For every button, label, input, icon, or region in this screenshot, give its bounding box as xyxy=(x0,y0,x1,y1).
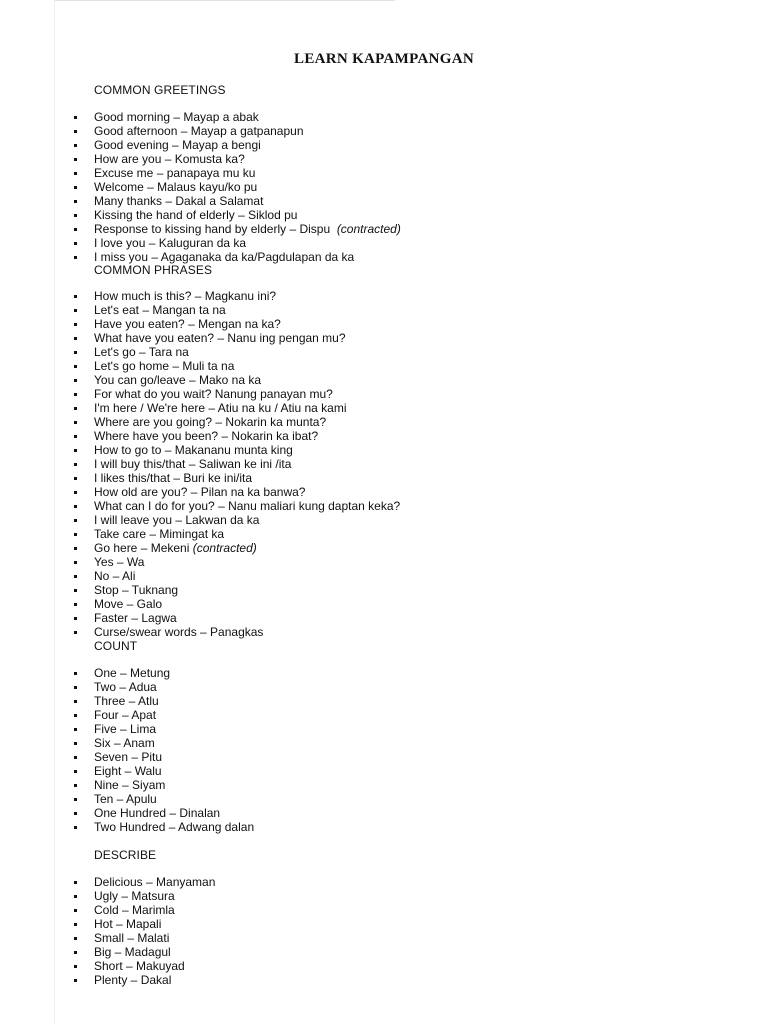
bullet-icon xyxy=(74,672,77,675)
list-item: Stop – Tuknang xyxy=(0,583,400,597)
list-item: Good evening – Mayap a bengi xyxy=(0,138,401,152)
list-item: Where are you going? – Nokarin ka munta? xyxy=(0,415,400,429)
list-item: Short – Makuyad xyxy=(0,959,215,973)
page-title: LEARN KAPAMPANGAN xyxy=(294,51,474,67)
list-item: You can go/leave – Mako na ka xyxy=(0,373,400,387)
contracted-note: (contracted) xyxy=(192,541,257,555)
bullet-icon xyxy=(74,435,77,438)
list-item: Good afternoon – Mayap a gatpanapun xyxy=(0,124,401,138)
bullet-icon xyxy=(74,951,77,954)
list-item: Plenty – Dakal xyxy=(0,973,215,987)
list-item: Yes – Wa xyxy=(0,555,400,569)
list-item: What can I do for you? – Nanu maliari kung daptan keka? xyxy=(0,499,400,513)
bullet-icon xyxy=(74,812,77,815)
bullet-icon xyxy=(74,519,77,522)
phrases-list xyxy=(0,289,400,639)
list-item: Excuse me – panapaya mu ku xyxy=(0,166,401,180)
bullet-icon xyxy=(74,393,77,396)
bullet-icon xyxy=(74,407,77,410)
bullet-icon xyxy=(74,881,77,884)
bullet-icon xyxy=(74,323,77,326)
list-item: Curse/swear words – Panagkas xyxy=(0,625,400,639)
bullet-icon xyxy=(74,937,77,940)
bullet-icon xyxy=(74,686,77,689)
list-item: Let's go – Tara na xyxy=(0,345,400,359)
list-item: How much is this? – Magkanu ini? xyxy=(0,289,400,303)
list-item: Move – Galo xyxy=(0,597,400,611)
list-item: I love you – Kaluguran da ka xyxy=(0,236,401,250)
bullet-icon xyxy=(74,421,77,424)
bullet-icon xyxy=(74,575,77,578)
list-item: Kissing the hand of elderly – Siklod pu xyxy=(0,208,401,222)
bullet-icon xyxy=(74,351,77,354)
bullet-icon xyxy=(74,337,77,340)
bullet-icon xyxy=(74,449,77,452)
bullet-icon xyxy=(74,784,77,787)
list-item: Two Hundred – Adwang dalan xyxy=(0,820,254,834)
bullet-icon xyxy=(74,700,77,703)
list-item: Ten – Apulu xyxy=(0,792,254,806)
bullet-icon xyxy=(74,379,77,382)
bullet-icon xyxy=(74,770,77,773)
bullet-icon xyxy=(74,728,77,731)
list-item: Hot – Mapali xyxy=(0,917,215,931)
count-list xyxy=(0,666,254,834)
bullet-icon xyxy=(74,533,77,536)
bullet-icon xyxy=(74,477,77,480)
bullet-icon xyxy=(74,589,77,592)
bullet-icon xyxy=(74,826,77,829)
bullet-icon xyxy=(74,130,77,133)
list-item: Faster – Lagwa xyxy=(0,611,400,625)
list-item: Cold – Marimla xyxy=(0,903,215,917)
bullet-icon xyxy=(74,116,77,119)
list-item: Six – Anam xyxy=(0,736,254,750)
list-item: I miss you – Agaganaka da ka/Pagdulapan da ka xyxy=(0,250,401,264)
list-item: One – Metung xyxy=(0,666,254,680)
bullet-icon xyxy=(74,491,77,494)
list-item: How old are you? – Pilan na ka banwa? xyxy=(0,485,400,499)
bullet-icon xyxy=(74,547,77,550)
list-item: Seven – Pitu xyxy=(0,750,254,764)
scan-edge-top xyxy=(55,0,395,1)
list-item: Welcome – Malaus kayu/ko pu xyxy=(0,180,401,194)
bullet-icon xyxy=(74,186,77,189)
heading-common-phrases: COMMON PHRASES xyxy=(94,263,213,277)
list-item: Go here – Mekeni (contracted) xyxy=(0,541,400,555)
bullet-icon xyxy=(74,714,77,717)
list-item: No – Ali xyxy=(0,569,400,583)
bullet-icon xyxy=(74,631,77,634)
bullet-icon xyxy=(74,979,77,982)
list-item: Let's eat – Mangan ta na xyxy=(0,303,400,317)
list-item: What have you eaten? – Nanu ing pengan mu? xyxy=(0,331,400,345)
list-item: Good morning – Mayap a abak xyxy=(0,110,401,124)
bullet-icon xyxy=(74,200,77,203)
bullet-icon xyxy=(74,742,77,745)
bullet-icon xyxy=(74,295,77,298)
bullet-icon xyxy=(74,603,77,606)
bullet-icon xyxy=(74,798,77,801)
list-item: Four – Apat xyxy=(0,708,254,722)
list-item: How are you – Komusta ka? xyxy=(0,152,401,166)
list-item: I likes this/that – Buri ke ini/ita xyxy=(0,471,400,485)
describe-list xyxy=(0,875,215,987)
bullet-icon xyxy=(74,965,77,968)
list-item: Delicious – Manyaman xyxy=(0,875,215,889)
list-item: I will buy this/that – Saliwan ke ini /ita xyxy=(0,457,400,471)
list-item: Take care – Mimingat ka xyxy=(0,527,400,541)
bullet-icon xyxy=(74,144,77,147)
bullet-icon xyxy=(74,923,77,926)
list-item: For what do you wait? Nanung panayan mu? xyxy=(0,387,400,401)
bullet-icon xyxy=(74,895,77,898)
list-item: Where have you been? – Nokarin ka ibat? xyxy=(0,429,400,443)
bullet-icon xyxy=(74,505,77,508)
list-item: Small – Malati xyxy=(0,931,215,945)
list-item: Ugly – Matsura xyxy=(0,889,215,903)
list-item: Have you eaten? – Mengan na ka? xyxy=(0,317,400,331)
list-item: Two – Adua xyxy=(0,680,254,694)
list-item: Response to kissing hand by elderly – Dispu (contracted) xyxy=(0,222,401,236)
bullet-icon xyxy=(74,909,77,912)
list-item: I'm here / We're here – Atiu na ku / Atiu na kami xyxy=(0,401,400,415)
contracted-note: (contracted) xyxy=(336,222,401,236)
bullet-icon xyxy=(74,309,77,312)
heading-count: COUNT xyxy=(94,639,138,653)
heading-common-greetings: COMMON GREETINGS xyxy=(94,83,226,97)
bullet-icon xyxy=(74,617,77,620)
bullet-icon xyxy=(74,463,77,466)
bullet-icon xyxy=(74,256,77,259)
bullet-icon xyxy=(74,365,77,368)
list-item: Big – Madagul xyxy=(0,945,215,959)
list-item: Nine – Siyam xyxy=(0,778,254,792)
list-item: Five – Lima xyxy=(0,722,254,736)
list-item: One Hundred – Dinalan xyxy=(0,806,254,820)
list-item: Many thanks – Dakal a Salamat xyxy=(0,194,401,208)
list-item: Three – Atlu xyxy=(0,694,254,708)
heading-describe: DESCRIBE xyxy=(94,848,157,862)
bullet-icon xyxy=(74,242,77,245)
bullet-icon xyxy=(74,172,77,175)
list-item: Eight – Walu xyxy=(0,764,254,778)
list-item: I will leave you – Lakwan da ka xyxy=(0,513,400,527)
list-item: Let's go home – Muli ta na xyxy=(0,359,400,373)
bullet-icon xyxy=(74,228,77,231)
greetings-list xyxy=(0,110,401,264)
list-item: How to go to – Makananu munta king xyxy=(0,443,400,457)
bullet-icon xyxy=(74,561,77,564)
bullet-icon xyxy=(74,756,77,759)
bullet-icon xyxy=(74,214,77,217)
bullet-icon xyxy=(74,158,77,161)
